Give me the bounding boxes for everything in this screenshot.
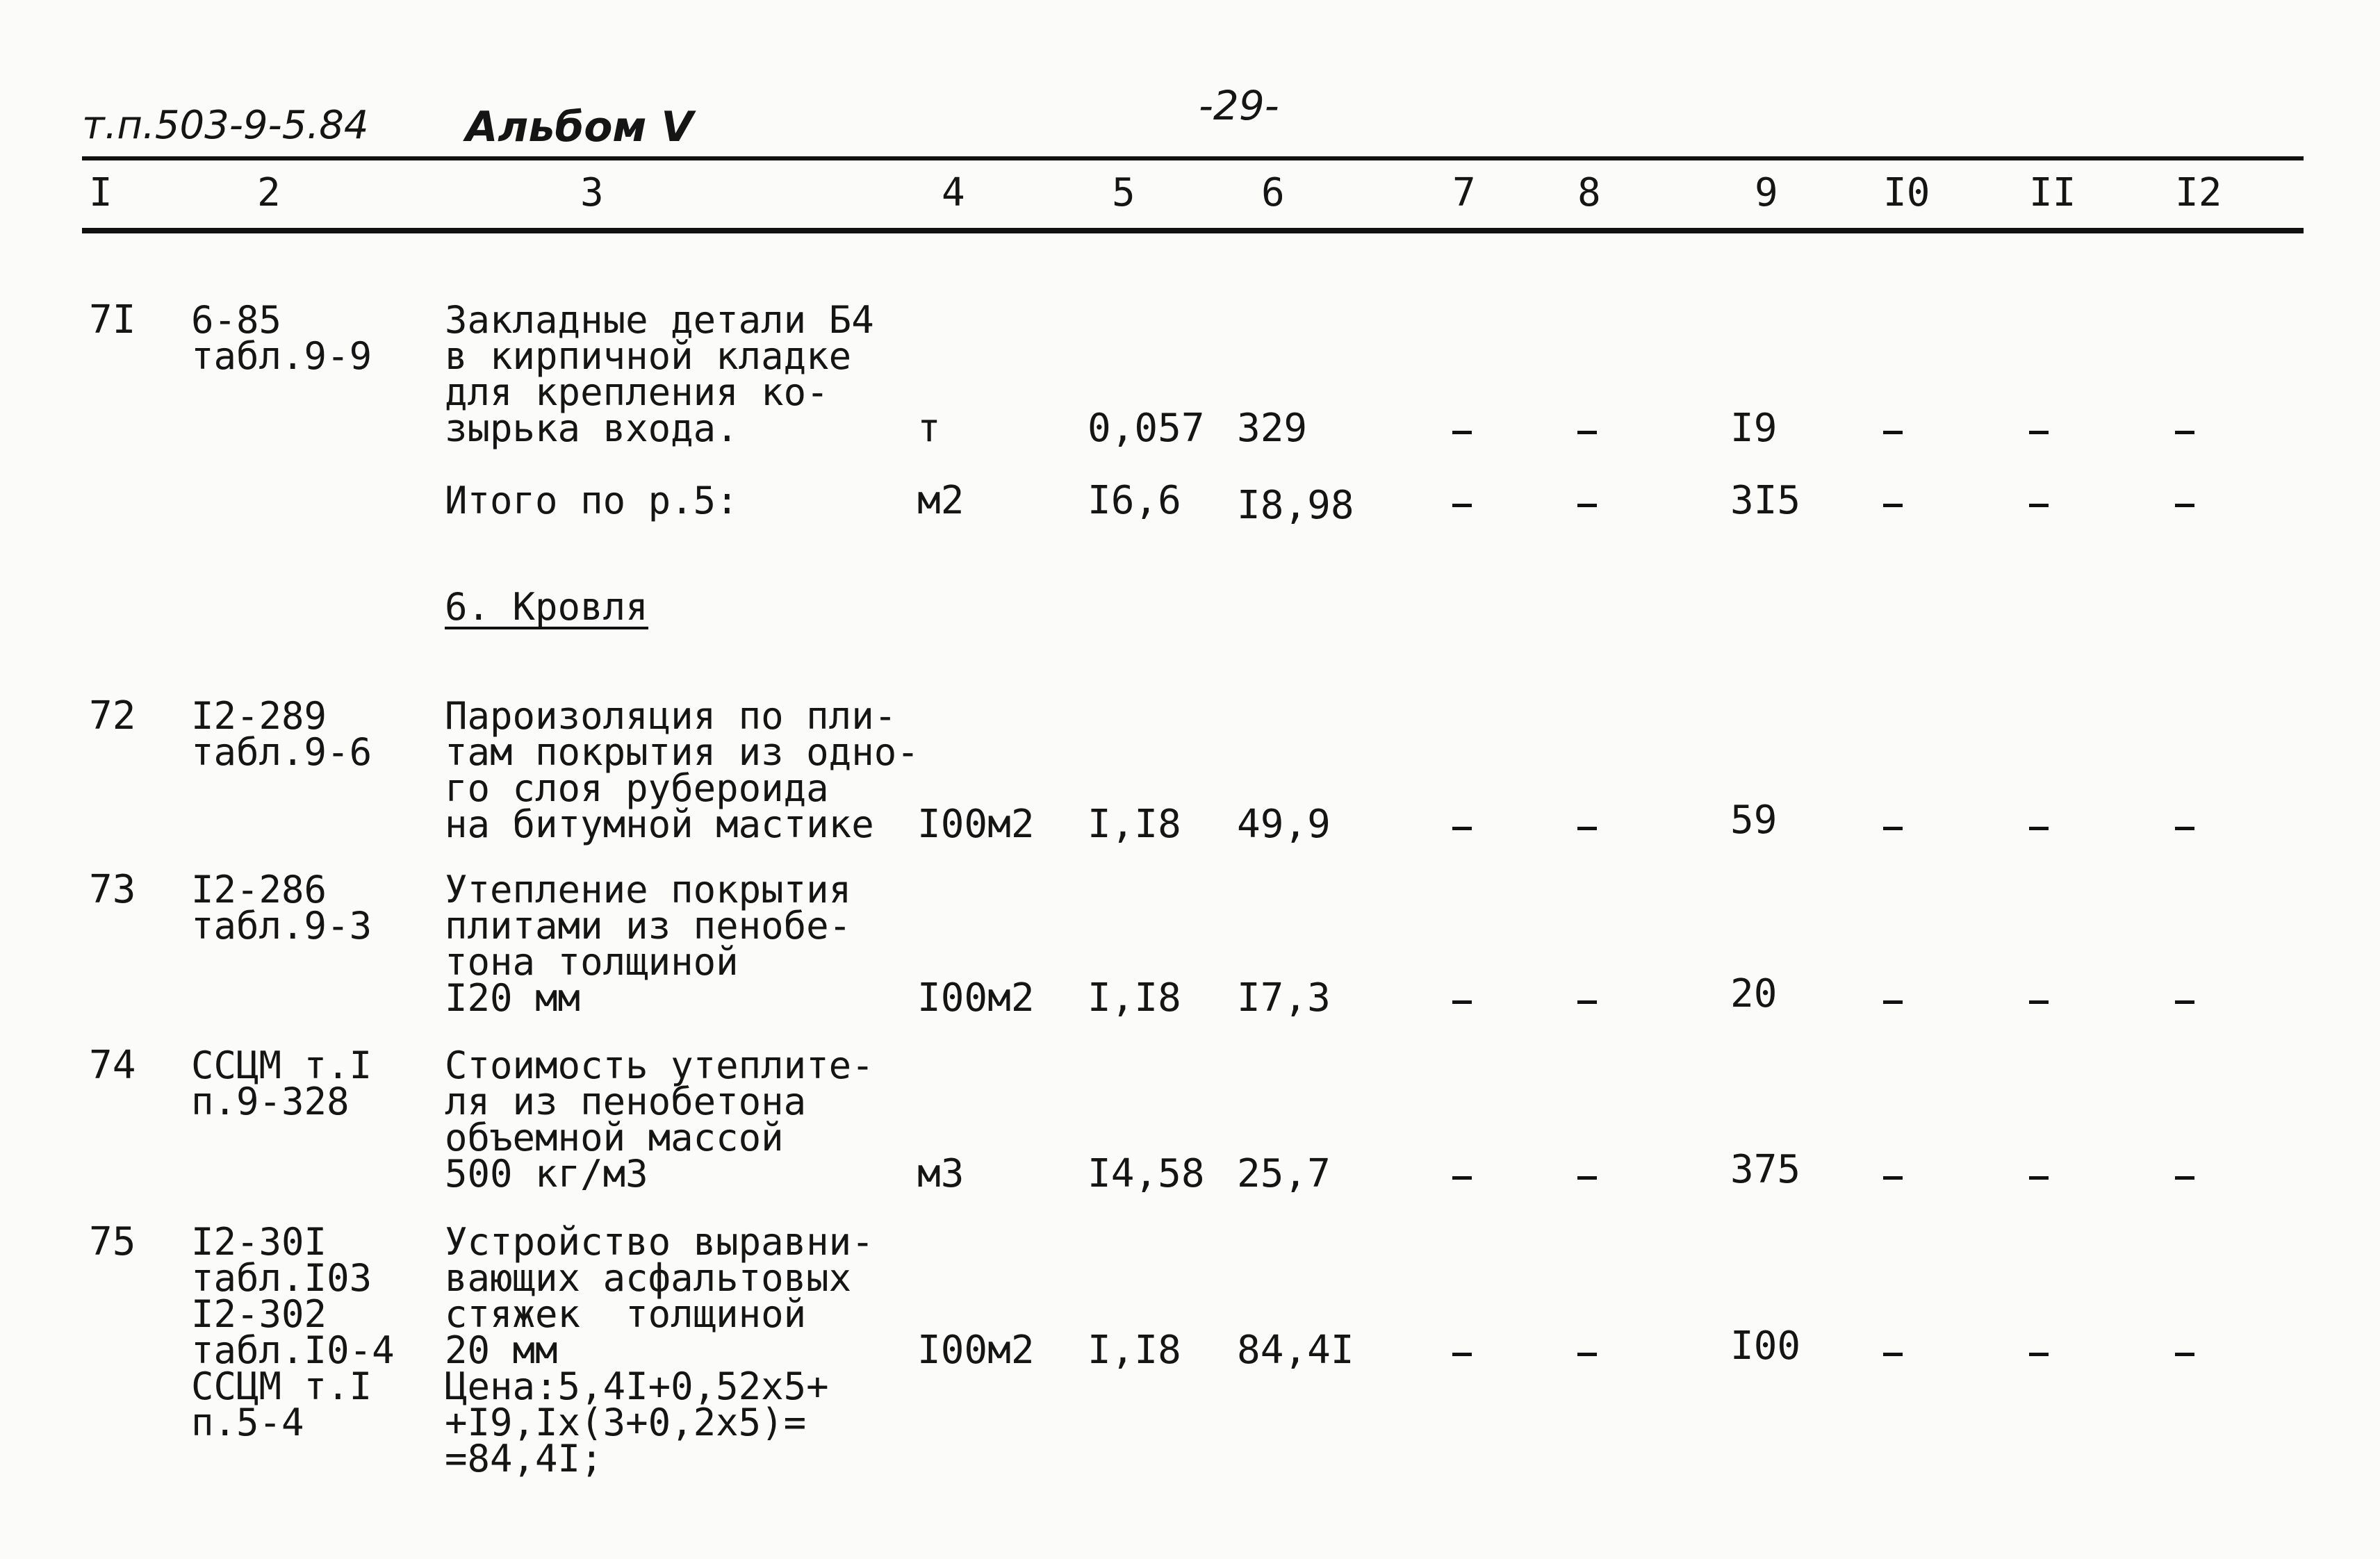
row-qty: I4,58 — [1088, 1151, 1205, 1196]
top-rule — [82, 156, 2304, 160]
row-ref-line: табл.I03 — [191, 1256, 372, 1300]
row-col9: I9 — [1730, 406, 1778, 451]
row-ref-line: ССЦМ т.I — [191, 1364, 372, 1408]
section-title: 6. Кровля — [445, 585, 648, 629]
header-rule — [82, 228, 2304, 233]
album-label: Альбом V — [466, 103, 694, 151]
col-header-3: 3 — [580, 170, 604, 215]
page-number: -29- — [1199, 82, 1279, 129]
row-desc-line: Устройство выравни- — [445, 1220, 874, 1264]
col-header-5: 5 — [1112, 170, 1135, 215]
subtotal-unit: м2 — [917, 478, 965, 523]
row-desc-line: объемной массой — [445, 1116, 784, 1160]
col-header-7: 7 — [1452, 170, 1476, 215]
row-desc-line: тона толщиной — [445, 940, 739, 984]
row-desc-line: вающих асфальтовых — [445, 1256, 852, 1300]
row-ref-line: 6-85 — [191, 298, 282, 342]
dash-col11 — [2029, 1353, 2049, 1356]
row-unit: I00м2 — [917, 802, 1035, 847]
dash-col12 — [2175, 1353, 2194, 1356]
subtotal-label: Итого по р.5: — [445, 479, 739, 522]
row-ref-line: табл.9-6 — [191, 730, 372, 774]
row-col9: 59 — [1730, 798, 1778, 843]
dash-col7 — [1452, 1353, 1472, 1356]
col-header-9: 9 — [1755, 170, 1778, 215]
col-header-2: 2 — [257, 170, 281, 215]
dash-col11 — [2029, 431, 2049, 434]
dash-col10 — [1883, 1176, 1903, 1180]
row-unit: м3 — [917, 1151, 965, 1196]
row-desc-line: I20 мм — [445, 976, 581, 1020]
row-desc-line: Стоимость утеплите- — [445, 1044, 874, 1087]
row-col9: 375 — [1730, 1147, 1801, 1192]
row-desc-line: 500 кг/м3 — [445, 1152, 648, 1196]
row-desc-line: Утепление покрытия — [445, 868, 852, 912]
dash-col10 — [1883, 827, 1903, 830]
row-price: 84,4I — [1237, 1328, 1354, 1373]
row-number: 7I — [89, 297, 136, 343]
row-ref-line: п.9-328 — [191, 1080, 350, 1123]
dash-col10 — [1883, 431, 1903, 434]
dash-col8 — [1577, 1353, 1597, 1356]
dash-col11 — [2029, 1000, 2049, 1004]
dash-col10 — [1883, 504, 1903, 507]
row-col9: 20 — [1730, 971, 1778, 1016]
row-ref-line: I2-30I — [191, 1220, 327, 1264]
row-desc-line: стяжек толщиной — [445, 1292, 807, 1336]
dash-col8 — [1577, 827, 1597, 830]
dash-col7 — [1452, 431, 1472, 434]
dash-col12 — [2175, 431, 2194, 434]
row-price: 329 — [1237, 406, 1308, 451]
row-qty: I,I8 — [1088, 1328, 1181, 1373]
subtotal-qty: I6,6 — [1088, 478, 1181, 523]
dash-col12 — [2175, 1176, 2194, 1180]
row-desc-line: =84,4I; — [445, 1437, 603, 1480]
row-desc-line: зырька входа. — [445, 406, 739, 450]
row-price: I7,3 — [1237, 975, 1331, 1021]
row-desc-line: в кирпичной кладке — [445, 334, 852, 378]
dash-col10 — [1883, 1353, 1903, 1356]
row-qty: I,I8 — [1088, 975, 1181, 1021]
subtotal-price: I8,98 — [1237, 483, 1354, 528]
dash-col7 — [1452, 827, 1472, 830]
row-ref-line: табл.I0-4 — [191, 1328, 395, 1372]
dash-col7 — [1452, 1000, 1472, 1004]
col-header-1: I — [89, 170, 113, 215]
dash-col7 — [1452, 1176, 1472, 1180]
dash-col8 — [1577, 1176, 1597, 1180]
dash-col11 — [2029, 827, 2049, 830]
subtotal-col9: 3I5 — [1730, 478, 1801, 523]
dash-col12 — [2175, 827, 2194, 830]
row-unit: I00м2 — [917, 975, 1035, 1021]
row-ref-line: табл.9-3 — [191, 904, 372, 948]
dash-col8 — [1577, 1000, 1597, 1004]
row-unit: I00м2 — [917, 1328, 1035, 1373]
row-ref-line: I2-289 — [191, 694, 327, 738]
row-unit: т — [917, 406, 941, 451]
row-ref-line: ССЦМ т.I — [191, 1044, 372, 1087]
row-price: 49,9 — [1237, 802, 1331, 847]
row-number: 75 — [89, 1219, 136, 1264]
row-price: 25,7 — [1237, 1151, 1331, 1196]
col-header-6: 6 — [1261, 170, 1285, 215]
col-header-11: II — [2029, 170, 2076, 215]
row-desc-line: на битумной мастике — [445, 802, 874, 846]
row-desc-line: для крепления ко- — [445, 370, 829, 414]
row-desc-line: +I9,Iх(3+0,2х5)= — [445, 1401, 807, 1444]
dash-col12 — [2175, 1000, 2194, 1004]
dash-col10 — [1883, 1000, 1903, 1004]
row-qty: 0,057 — [1088, 406, 1205, 451]
dash-col11 — [2029, 1176, 2049, 1180]
col-header-12: I2 — [2175, 170, 2222, 215]
row-desc-line: Закладные детали Б4 — [445, 298, 874, 342]
row-col9: I00 — [1730, 1323, 1801, 1369]
row-desc-line: го слоя рубероида — [445, 766, 829, 810]
row-desc-line: там покрытия из одно- — [445, 730, 919, 774]
row-ref-line: I2-302 — [191, 1292, 327, 1336]
col-header-10: I0 — [1883, 170, 1930, 215]
row-desc-line: плитами из пенобе- — [445, 904, 852, 948]
row-qty: I,I8 — [1088, 802, 1181, 847]
row-number: 74 — [89, 1043, 136, 1088]
row-desc-line: Цена:5,4I+0,52х5+ — [445, 1364, 829, 1408]
col-header-4: 4 — [942, 170, 965, 215]
row-ref-line: п.5-4 — [191, 1401, 304, 1444]
dash-col12 — [2175, 504, 2194, 507]
row-desc-line: Пароизоляция по пли- — [445, 694, 897, 738]
row-number: 73 — [89, 867, 136, 912]
row-desc-line: ля из пенобетона — [445, 1080, 807, 1123]
row-desc-line: 20 мм — [445, 1328, 558, 1372]
dash-col8 — [1577, 431, 1597, 434]
dash-col11 — [2029, 504, 2049, 507]
dash-col7 — [1452, 504, 1472, 507]
row-ref-line: табл.9-9 — [191, 334, 372, 378]
col-header-8: 8 — [1577, 170, 1601, 215]
doc-code: т.п.503-9-5.84 — [82, 103, 369, 148]
row-number: 72 — [89, 693, 136, 739]
dash-col8 — [1577, 504, 1597, 507]
row-ref-line: I2-286 — [191, 868, 327, 912]
